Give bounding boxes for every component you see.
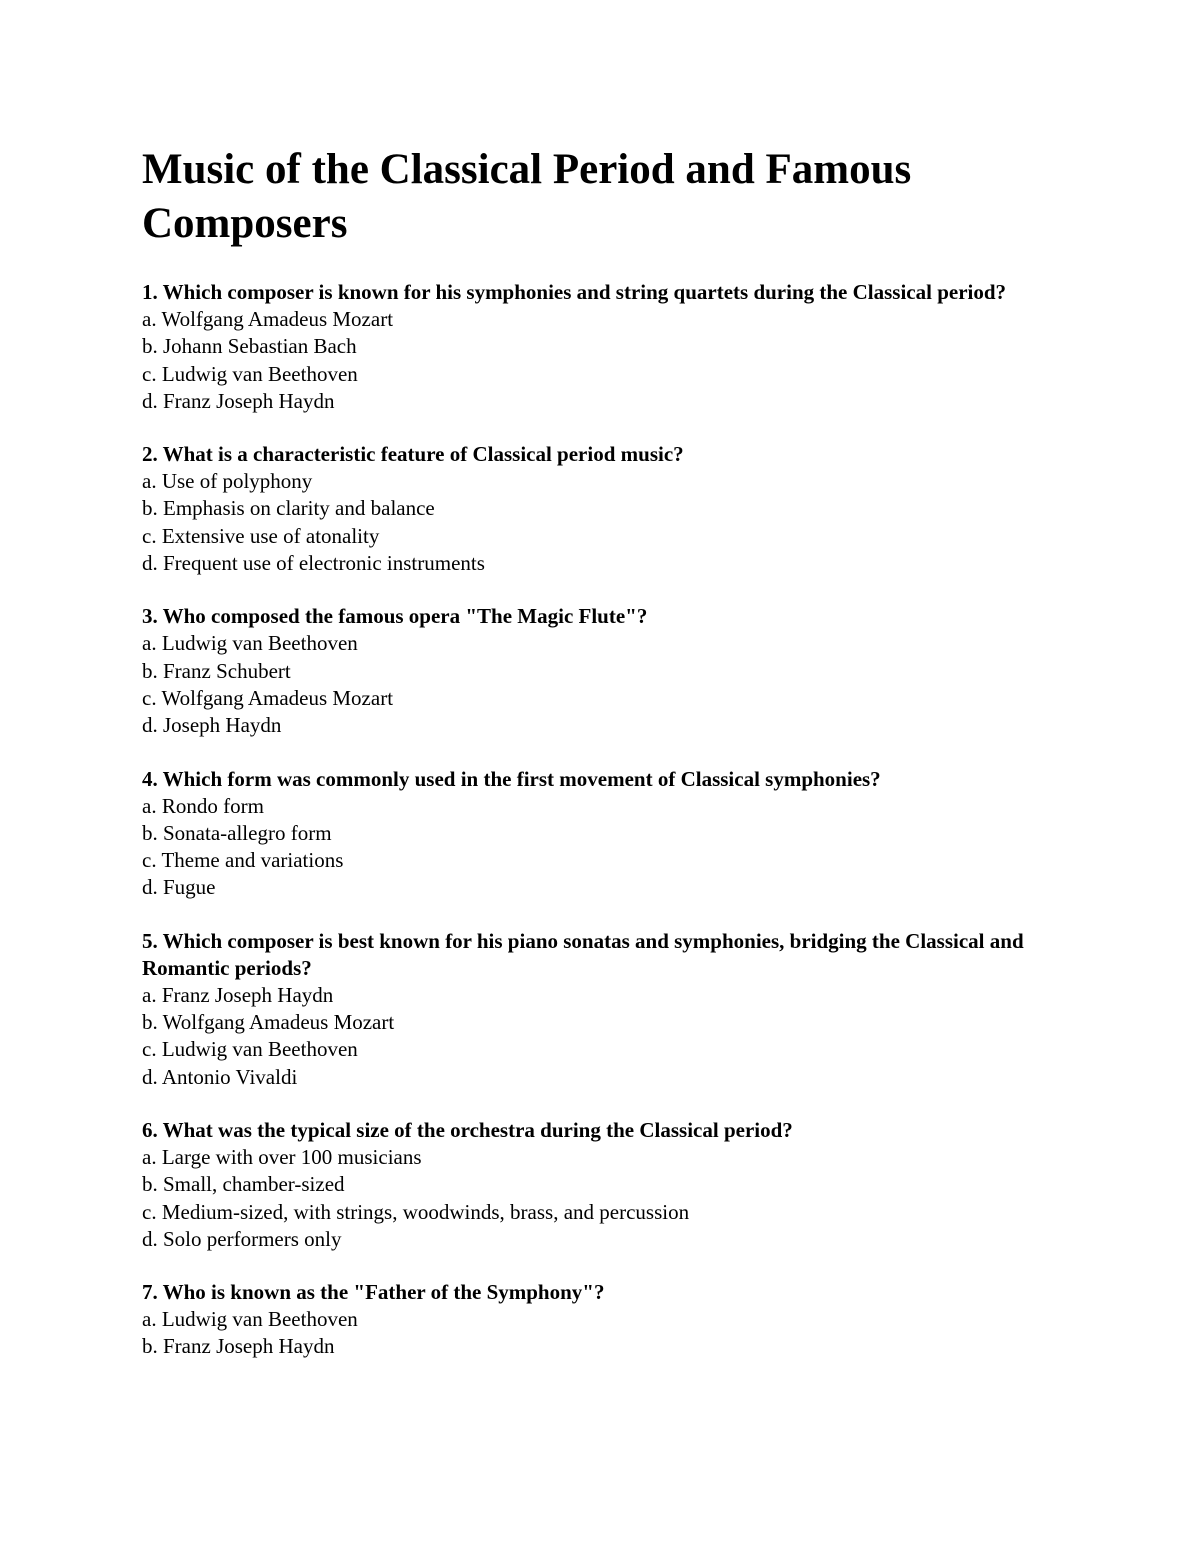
answer-option-c: c. Ludwig van Beethoven xyxy=(142,1037,358,1062)
answer-option-d: d. Fugue xyxy=(142,875,216,900)
question-1 xyxy=(142,279,1052,415)
answer-options xyxy=(142,468,1052,577)
answer-options xyxy=(142,630,1052,739)
document-page xyxy=(142,143,1052,1387)
question-3 xyxy=(142,603,1052,739)
question-text: 3. Who composed the famous opera "The Magic Flute"? xyxy=(142,604,648,629)
answer-option-c: c. Theme and variations xyxy=(142,848,344,873)
answer-option-b: b. Emphasis on clarity and balance xyxy=(142,496,435,521)
answer-option-b: b. Wolfgang Amadeus Mozart xyxy=(142,1010,395,1035)
page-title: Music of the Classical Period and Famous Composers xyxy=(142,146,912,247)
answer-option-c: c. Extensive use of atonality xyxy=(142,523,380,548)
answer-option-b: b. Franz Joseph Haydn xyxy=(142,1334,335,1359)
answer-options xyxy=(142,306,1052,415)
answer-option-c: c. Ludwig van Beethoven xyxy=(142,361,358,386)
answer-option-a: a. Franz Joseph Haydn xyxy=(142,982,334,1007)
question-text: 4. Which form was commonly used in the first movement of Classical symphonies? xyxy=(142,766,881,791)
question-7 xyxy=(142,1279,1052,1361)
question-text: 1. Which composer is known for his symphonies and string quartets during the Classical period? xyxy=(142,280,1007,304)
question-4 xyxy=(142,766,1052,902)
answer-option-a: a. Rondo form xyxy=(142,793,264,818)
answer-option-c: c. Medium-sized, with strings, woodwinds, brass, and percussion xyxy=(142,1199,690,1224)
answer-option-b: b. Johann Sebastian Bach xyxy=(142,334,357,359)
question-5 xyxy=(142,928,1052,1091)
answer-option-d: d. Antonio Vivaldi xyxy=(142,1064,298,1089)
answer-options xyxy=(142,982,1052,1091)
answer-option-a: a. Large with over 100 musicians xyxy=(142,1144,422,1169)
question-text: 2. What is a characteristic feature of Classical period music? xyxy=(142,442,684,467)
answer-option-a: a. Use of polyphony xyxy=(142,469,313,494)
answer-options xyxy=(142,1144,1052,1253)
answer-option-b: b. Small, chamber-sized xyxy=(142,1172,345,1197)
question-text: 5. Which composer is best known for his piano sonatas and symphonies, bridging the Classical and Romantic periods? xyxy=(142,928,1024,980)
question-text: 6. What was the typical size of the orchestra during the Classical period? xyxy=(142,1117,793,1142)
question-6 xyxy=(142,1117,1052,1253)
answer-option-b: b. Sonata-allegro form xyxy=(142,820,332,845)
answer-options xyxy=(142,793,1052,902)
answer-option-d: d. Frequent use of electronic instruments xyxy=(142,551,485,576)
answer-option-b: b. Franz Schubert xyxy=(142,658,291,683)
question-2 xyxy=(142,441,1052,577)
answer-option-a: a. Wolfgang Amadeus Mozart xyxy=(142,307,394,331)
answer-option-c: c. Wolfgang Amadeus Mozart xyxy=(142,685,394,710)
answer-options xyxy=(142,1306,1052,1361)
answer-option-a: a. Ludwig van Beethoven xyxy=(142,631,358,656)
answer-option-a: a. Ludwig van Beethoven xyxy=(142,1307,358,1332)
answer-option-d: d. Franz Joseph Haydn xyxy=(142,388,335,413)
answer-option-d: d. Solo performers only xyxy=(142,1226,342,1251)
answer-option-d: d. Joseph Haydn xyxy=(142,713,282,738)
question-text: 7. Who is known as the "Father of the Symphony"? xyxy=(142,1280,605,1305)
